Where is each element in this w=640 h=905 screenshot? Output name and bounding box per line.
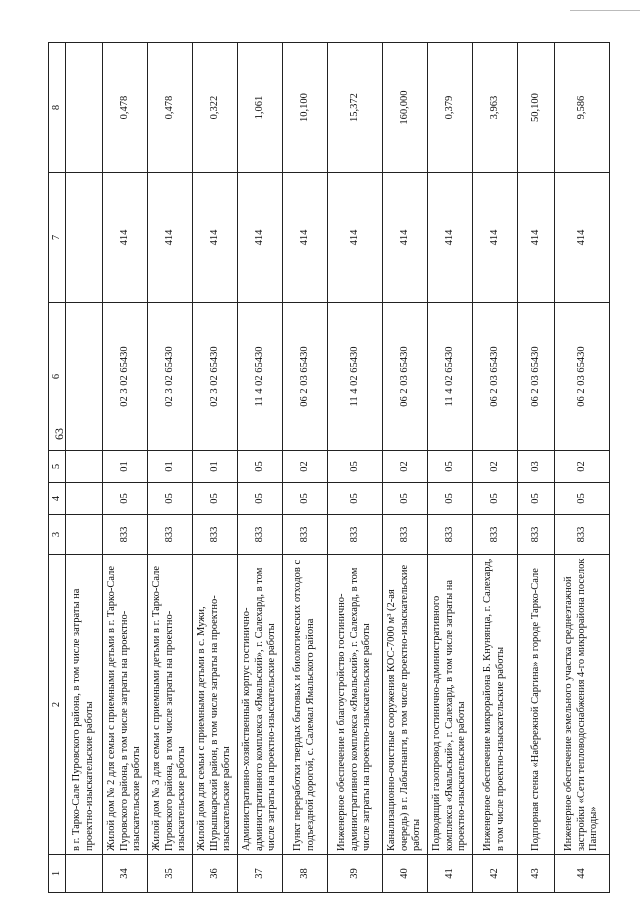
code-ministry: 833: [328, 515, 383, 555]
amount: 50,100: [518, 43, 555, 173]
code-target: 06 2 03 65430: [383, 303, 428, 451]
col-header: 6: [49, 303, 66, 451]
object-name: Подводящий газопровод гостинично-административного комплекса «Ямальский», г. Салехард, в том числе затраты на проектно-изыскательские работы: [428, 555, 473, 855]
amount: 0,379: [428, 43, 473, 173]
code-expense-type: 414: [328, 173, 383, 303]
code-ministry: 833: [473, 515, 518, 555]
code-expense-type: 414: [518, 173, 555, 303]
budget-table: [48, 42, 610, 893]
amount: 9,586: [555, 43, 610, 173]
row-number: 42: [473, 855, 518, 893]
col-header: 2: [49, 555, 66, 855]
code-ministry: 833: [103, 515, 148, 555]
object-name: Жилой дом № 2 для семьи с приемными детьми в г. Тарко-Сале Пуровского района, в том числе затраты на проектно-изыскательские работы: [103, 555, 148, 855]
table-row: [148, 43, 193, 893]
col-header: 3: [49, 515, 66, 555]
row-number: 37: [238, 855, 283, 893]
code-expense-type: 414: [473, 173, 518, 303]
object-name: Пункт переработки твердых бытовых и биологических отходов с подъездной дорогой, с. Салемал Ямальского района: [283, 555, 328, 855]
code-subsection: 02: [383, 451, 428, 483]
code-subsection: 01: [103, 451, 148, 483]
table-row: [383, 43, 428, 893]
row-number: 38: [283, 855, 328, 893]
object-name: Жилой дом для семьи с приемными детьми в с. Мужи, Шурышкарский район, в том числе затраты на проектно-изыскательские работы: [193, 555, 238, 855]
object-name: Подпорная стенка «Набережной Саргина» в городе Тарко-Сале: [518, 555, 555, 855]
amount: 160,000: [383, 43, 428, 173]
code-target: 02 3 02 65430: [148, 303, 193, 451]
row-number: 41: [428, 855, 473, 893]
row-number: 40: [383, 855, 428, 893]
code-section: 05: [555, 483, 610, 515]
code-target: 11 4 02 65430: [428, 303, 473, 451]
code-section: 05: [283, 483, 328, 515]
scan-edge: [570, 10, 640, 11]
col-header: 4: [49, 483, 66, 515]
rotated-page: [48, 43, 640, 893]
code-subsection: 05: [428, 451, 473, 483]
table-row: [473, 43, 518, 893]
code-ministry: 833: [555, 515, 610, 555]
code-section: 05: [193, 483, 238, 515]
object-name: Инженерное обеспечение и благоустройство гостинично-административного комплекса «Ямальский», г. Салехард, в том числе затраты на проектно-изыскательские работы: [328, 555, 383, 855]
code-ministry: 833: [518, 515, 555, 555]
code-expense-type: 414: [283, 173, 328, 303]
amount: 0,322: [193, 43, 238, 173]
code-section: 05: [428, 483, 473, 515]
row-number: 34: [103, 855, 148, 893]
table-row: [283, 43, 328, 893]
code-subsection: 02: [555, 451, 610, 483]
continuation-row: [66, 43, 103, 893]
header-row: [49, 43, 66, 893]
code-section: 05: [103, 483, 148, 515]
col-header: 5: [49, 451, 66, 483]
table-row: [328, 43, 383, 893]
table-row: [193, 43, 238, 893]
code-target: 02 3 02 65430: [103, 303, 148, 451]
amount: 1,061: [238, 43, 283, 173]
code-subsection: 02: [283, 451, 328, 483]
page-number: 63: [52, 428, 66, 440]
code-subsection: 01: [148, 451, 193, 483]
code-ministry: 833: [283, 515, 328, 555]
code-subsection: 02: [473, 451, 518, 483]
code-ministry: 833: [238, 515, 283, 555]
row-number: 36: [193, 855, 238, 893]
code-expense-type: 414: [383, 173, 428, 303]
amount: 0,478: [148, 43, 193, 173]
code-ministry: 833: [383, 515, 428, 555]
code-expense-type: 414: [238, 173, 283, 303]
amount: 0,478: [103, 43, 148, 173]
code-expense-type: 414: [428, 173, 473, 303]
code-target: 11 4 02 65430: [238, 303, 283, 451]
code-expense-type: 414: [148, 173, 193, 303]
code-section: 05: [518, 483, 555, 515]
code-ministry: 833: [193, 515, 238, 555]
code-section: 05: [238, 483, 283, 515]
code-expense-type: 414: [193, 173, 238, 303]
code-section: 05: [473, 483, 518, 515]
col-header: 1: [49, 855, 66, 893]
code-target: 06 2 03 65430: [283, 303, 328, 451]
table-row: [518, 43, 555, 893]
code-subsection: 01: [193, 451, 238, 483]
amount: 3,963: [473, 43, 518, 173]
table-row: [103, 43, 148, 893]
code-section: 05: [328, 483, 383, 515]
code-expense-type: 414: [103, 173, 148, 303]
row-number: 39: [328, 855, 383, 893]
col-header: 8: [49, 43, 66, 173]
code-expense-type: 414: [555, 173, 610, 303]
object-name: Канализационно-очистные сооружения КОС-7000 м³ (2-ая очередь) в г. Лабытнанги, в том числе проектно-изыскательские работы: [383, 555, 428, 855]
code-subsection: 05: [238, 451, 283, 483]
col-header: 7: [49, 173, 66, 303]
code-target: 06 2 03 65430: [473, 303, 518, 451]
amount: 10,100: [283, 43, 328, 173]
code-subsection: 03: [518, 451, 555, 483]
code-target: 06 2 03 65430: [518, 303, 555, 451]
code-subsection: 05: [328, 451, 383, 483]
code-target: 02 3 02 65430: [193, 303, 238, 451]
amount: 15,372: [328, 43, 383, 173]
object-name: Инженерное обеспечение земельного участка среднеэтажной застройки «Сети тепловодоснабжения 4-го микрорайона поселок Пангоды»: [555, 555, 610, 855]
row-number: 35: [148, 855, 193, 893]
object-name: Административно-хозяйственный корпус гостинично-административного комплекса «Ямальский», г. Салехард, в том числе затраты на проектно-изыскательские работы: [238, 555, 283, 855]
row-number: 44: [555, 855, 610, 893]
code-section: 05: [383, 483, 428, 515]
code-target: 06 2 03 65430: [555, 303, 610, 451]
object-name: Инженерное обеспечение микрорайона Б. Кнунянца, г. Салехард, в том числе проектно-изыскательские работы: [473, 555, 518, 855]
code-ministry: 833: [148, 515, 193, 555]
table-row: [428, 43, 473, 893]
row-number: 43: [518, 855, 555, 893]
code-target: 11 4 02 65430: [328, 303, 383, 451]
table-row: [555, 43, 610, 893]
code-section: 05: [148, 483, 193, 515]
continuation-text: в г. Тарко-Сале Пуровского района, в том числе затраты на проектно-изыскательские работы: [66, 555, 103, 855]
object-name: Жилой дом № 3 для семьи с приемными детьми в г. Тарко-Сале Пуровского района, в том числе затраты на проектно-изыскательские работы: [148, 555, 193, 855]
code-ministry: 833: [428, 515, 473, 555]
table-row: [238, 43, 283, 893]
